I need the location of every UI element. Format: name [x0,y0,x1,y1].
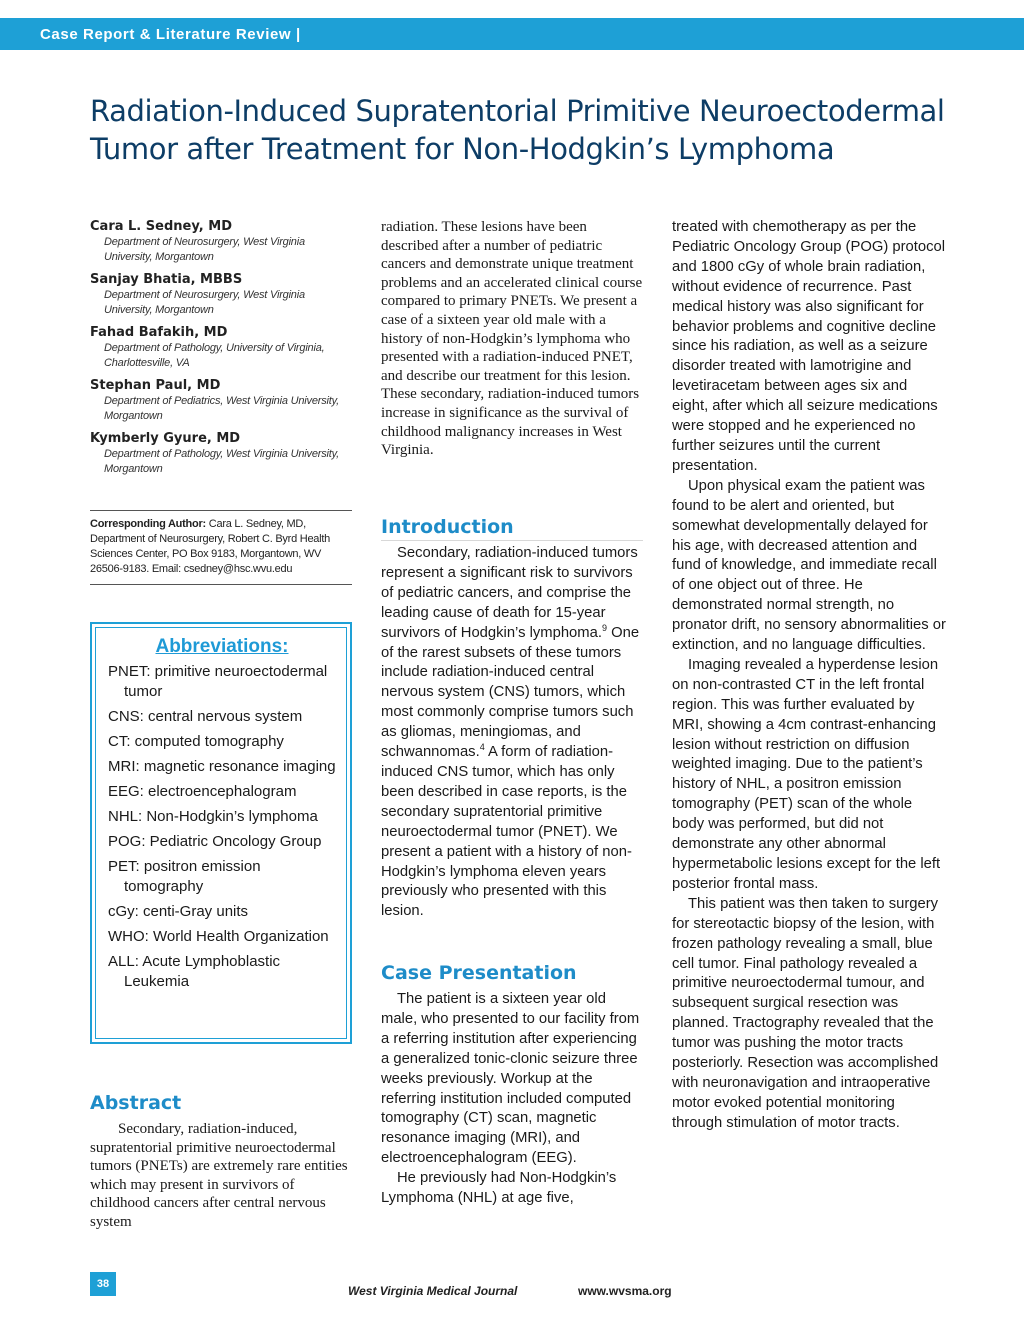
abbreviation-item: POG: Pediatric Oncology Group [108,833,322,850]
intro-text-b: One of the rarest subsets of these tumors include radiation-induced central nervous system (CNS) tumors, which most commonly comprise tumors such as gliomas, meningiomas, and schwannomas. [381,624,640,761]
case-paragraph: The patient is a sixteen year old male, who presented to our facility from a referring institution after experiencing a generalized tonic-clonic seizure three weeks previously. Workup at the referring institution included computed tomography (CT) scan, magnetic resonance imaging (MRI), and electroencephalogram (EEG). [381,991,640,1167]
case-paragraph: He previously had Non-Hodgkin’s Lymphoma (NHL) at age five, [381,1170,617,1207]
author-name: Stephan Paul, MD [90,378,221,393]
author-list [90,218,352,483]
author-name: Kymberly Gyure, MD [90,431,241,446]
author-entry [90,271,352,317]
title-line-1: Radiation-Induced Supratentorial Primitive Neuroectodermal [90,94,945,128]
abbreviation-item: cGy: centi-Gray units [108,903,249,920]
abbreviation-item: PNET: primitive neuroectodermal tumor [108,663,328,700]
author-entry [90,377,352,423]
case-paragraph: Upon physical exam the patient was found to be alert and oriented, but somewhat developmentally delayed for his age, with decreased attention and fund of knowledge, and immediate recall of one object out of three. He demonstrated normal strength, no pronator drift, no sensory abnormalities or extinction, and no language difficulties. [672,477,946,654]
section-banner [0,18,1024,50]
author-affiliation: Department of Neurosurgery, West Virginia University, Morgantown [104,289,305,316]
abbreviation-item: CT: computed tomography [108,733,284,750]
abstract-heading: Abstract [90,1092,182,1114]
introduction-heading: Introduction [381,516,643,541]
journal-name: West Virginia Medical Journal [348,1284,518,1298]
abbreviation-item: MRI: magnetic resonance imaging [108,758,336,775]
author-name: Fahad Bafakih, MD [90,325,228,340]
author-affiliation: Department of Pathology, University of Virginia, Charlottesville, VA [104,342,325,369]
case-paragraph: This patient was then taken to surgery for stereotactic biopsy of the lesion, with frozen pathology revealing a small, blue cell tumor. Final pathology revealed a primitive neuroectodermal tumour, and subsequent surgical resection was planned. Tractography revealed that the tumor was pushing the motor tracts posteriorly. Resection was accomplished with neuronavigation and intraoperative motor evoked potential monitoring through stimulation of motor tracts. [672,895,939,1131]
citation-ref: 9 [601,622,607,633]
journal-website: www.wvsma.org [578,1284,672,1298]
case-presentation-heading: Case Presentation [381,962,577,984]
article-title [90,92,970,168]
intro-text-c: A form of radiation-induced CNS tumor, which has only been described in case reports, is the secondary supratentorial primitive neuroectodermal tumor (PNET). We present a patient with a history of non-Hodgkin’s lymphoma eleven years previously who presented with this lesion. [381,744,632,920]
author-affiliation: Department of Pediatrics, West Virginia University, Morgantown [104,395,339,422]
abbreviation-item: NHL: Non-Hodgkin’s lymphoma [108,808,318,825]
author-entry [90,324,352,370]
abstract-continued: radiation. These lesions have been described after a number of pediatric cancers and demonstrate unique treatment problems and an accelerated clinical course compared to primary PNETs. We present a case of a sixteen year old male with a history of non-Hodgkin’s lymphoma who presented with a radiation-induced PNET, and describe our treatment for this lesion. These secondary, radiation-induced tumors increase in significance as the survival of childhood malignancy increases in West Virginia. [381,219,643,459]
author-entry [90,430,352,476]
introduction-body [381,544,645,922]
abbreviation-item: CNS: central nervous system [108,708,303,725]
case-paragraph: Imaging revealed a hyperdense lesion on non-contrasted CT in the left frontal region. This was further evaluated by MRI, showing a 4cm contrast-enhancing lesion without restriction on diffusion weighted imaging. Due to the patient’s history of NHL, a positron emission tomography (PET) scan of the whole body was performed, but did not demonstrate any other abnormal hypermetabolic lesions except for the left posterior frontal mass. [672,656,941,892]
intro-text-a: Secondary, radiation-induced tumors represent a significant risk to survivors of pediatric cancers, and comprise the leading cause of death for 15-year survivors of Hodgkin’s lymphoma. [381,545,638,641]
author-name: Sanjay Bhatia, MBBS [90,272,243,287]
author-affiliation: Department of Neurosurgery, West Virginia University, Morgantown [104,236,305,263]
citation-ref: 4 [479,742,485,753]
author-name: Cara L. Sedney, MD [90,219,232,234]
author-affiliation: Department of Pathology, West Virginia University, Morgantown [104,448,339,475]
abbreviation-item: ALL: Acute Lymphoblastic Leukemia [108,953,281,990]
section-label: Case Report & Literature Review | [40,26,301,43]
abbreviations-box [90,622,352,1044]
abstract-text: Secondary, radiation-induced, supratentorial primitive neuroectodermal tumors (PNETs) are extremely rare entities which may present in survivors of childhood cancers after central nervous system [90,1121,348,1230]
abbreviation-item: EEG: electroencephalogram [108,783,297,800]
corresponding-label: Corresponding Author: [90,518,206,530]
abbreviations-title: Abbreviations: [155,636,289,657]
page-number: 38 [90,1272,116,1296]
right-column [672,218,947,1134]
case-paragraph: treated with chemotherapy as per the Pediatric Oncology Group (POG) protocol and 1800 cGy of whole brain radiation, without evidence of recurrence. Past medical history was also significant for behavior problems and cognitive decline since his radiation, as well as a seizure disorder treated with lamotrigine and levetiracetam between ages six and eight, after which all seizure medications were stopped and he experienced no further seizures until the current presentation. [672,219,946,474]
abbreviation-item: WHO: World Health Organization [108,928,329,945]
author-entry [90,218,352,264]
abbreviation-item: PET: positron emission tomography [108,858,261,895]
title-line-2: Tumor after Treatment for Non-Hodgkin’s Lymphoma [90,132,835,166]
introduction-paragraph [381,544,645,922]
corresponding-details: Cara L. Sedney, MD, Department of Neurosurgery, Robert C. Byrd Health Sciences Center, PO Box 9183, Morgantown, WV 26506-9183. Email: csedney@hsc.wvu.edu [90,518,331,575]
abstract-section [90,1092,352,1232]
corresponding-author [90,510,352,585]
case-presentation-body [381,990,645,1209]
